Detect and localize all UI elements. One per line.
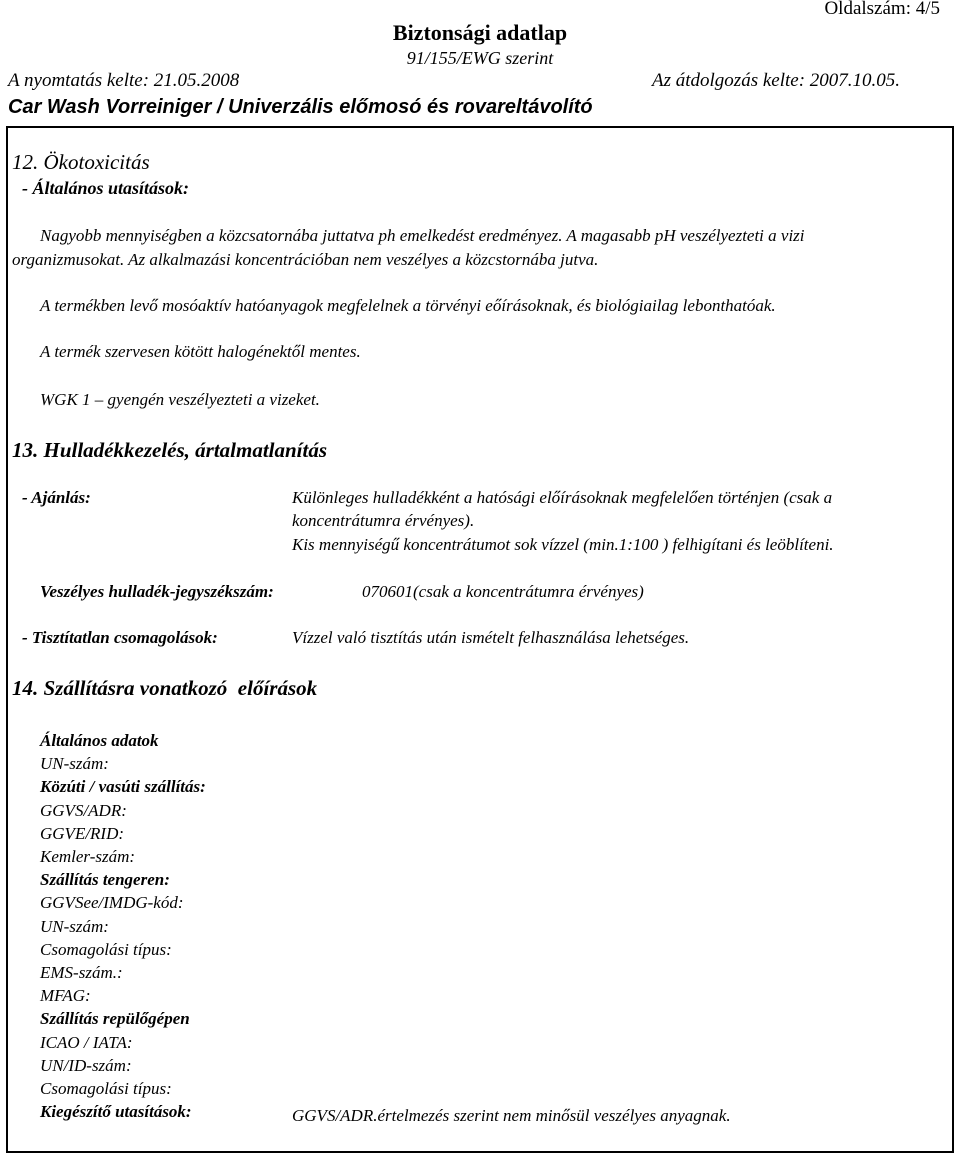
print-date: A nyomtatás kelte: 21.05.2008 <box>8 70 240 91</box>
document-title: Biztonsági adatlap <box>392 20 568 45</box>
section-14-title: 14. Szállításra vonatkozó előírások <box>12 676 318 700</box>
transport-list-item: Szállítás repülőgépen <box>40 1009 190 1029</box>
transport-list-item: Kiegészítő utasítások: <box>40 1102 192 1122</box>
section-13-title: 13. Hulladékkezelés, ártalmatlanítás <box>12 438 328 462</box>
transport-list-item: MFAG: <box>40 986 91 1006</box>
transport-list-item: Csomagolási típus: <box>40 939 172 959</box>
section-12-para4: WGK 1 – gyengén veszélyezteti a vizeket. <box>40 390 320 409</box>
transport-list-item: GGVSee/IMDG-kód: <box>40 893 184 913</box>
waste-code-value: 070601(csak a koncentrátumra érvényes) <box>362 582 644 601</box>
document-subtitle: 91/155/EWG szerint <box>406 48 554 68</box>
transport-list-item: UN/ID-szám: <box>40 1055 132 1075</box>
section-12-general-label: - Általános utasítások: <box>22 178 190 198</box>
packaging-label: - Tisztítatlan csomagolások: <box>22 628 218 647</box>
transport-list-item: Kemler-szám: <box>40 847 136 866</box>
transport-list-item: GGVE/RID: <box>40 823 125 843</box>
product-name: Car Wash Vorreiniger / Univerzális előmosó és rovareltávolító <box>8 96 593 118</box>
transport-list-item: Közúti / vasúti szállítás: <box>40 777 206 797</box>
recommendation-line2: koncentrátumra érvényes). <box>292 511 475 530</box>
transport-list <box>40 731 340 1131</box>
transport-list-item: UN-szám: <box>40 916 109 936</box>
section-12-title: 12. Ökotoxicitás <box>12 150 150 174</box>
page-number: Oldalszám: 4/5 <box>824 0 940 19</box>
recommendation-label: - Ajánlás: <box>22 488 91 507</box>
recommendation-line1: Különleges hulladékként a hatósági előírásoknak megfelelően történjen (csak a <box>292 488 833 507</box>
section-12-para1-line1: Nagyobb mennyiségben a közcsatornába juttatva ph emelkedést eredményez. A magasabb pH veszélyezteti a vizi <box>40 226 805 245</box>
transport-list-item: Csomagolási típus: <box>40 1079 172 1098</box>
packaging-value: Vízzel való tisztítás után ismételt felhasználása lehetséges. <box>292 628 690 647</box>
section-12-para2: A termékben levő mosóaktív hatóanyagok megfelelnek a törvényi eőírásoknak, és biológiailag lebonthatóak. <box>40 296 776 315</box>
transport-list-item: EMS-szám.: <box>40 963 123 982</box>
transport-list-item: GGVS/ADR: <box>40 800 127 820</box>
section-12-para3: A termék szervesen kötött halogénektől mentes. <box>40 342 361 361</box>
revision-date: Az átdolgozás kelte: 2007.10.05. <box>652 70 901 91</box>
transport-list-item: UN-szám: <box>40 754 109 774</box>
transport-list-item: ICAO / IATA: <box>40 1032 133 1052</box>
section-12-para1-line2: organizmusokat. Az alkalmazási koncentrációban nem veszélyes a közcstornába jutva. <box>12 250 599 269</box>
waste-code-label: Veszélyes hulladék-jegyszékszám: <box>40 582 274 601</box>
transport-list-item: Szállítás tengeren: <box>40 870 170 890</box>
supplementary-note-value: GGVS/ADR.értelmezés szerint nem minősül veszélyes anyagnak. <box>292 1106 731 1125</box>
transport-list-item: Általános adatok <box>40 731 159 750</box>
recommendation-line3: Kis mennyiségű koncentrátumot sok vízzel (min.1:100 ) felhigítani és leöblíteni. <box>292 535 834 554</box>
